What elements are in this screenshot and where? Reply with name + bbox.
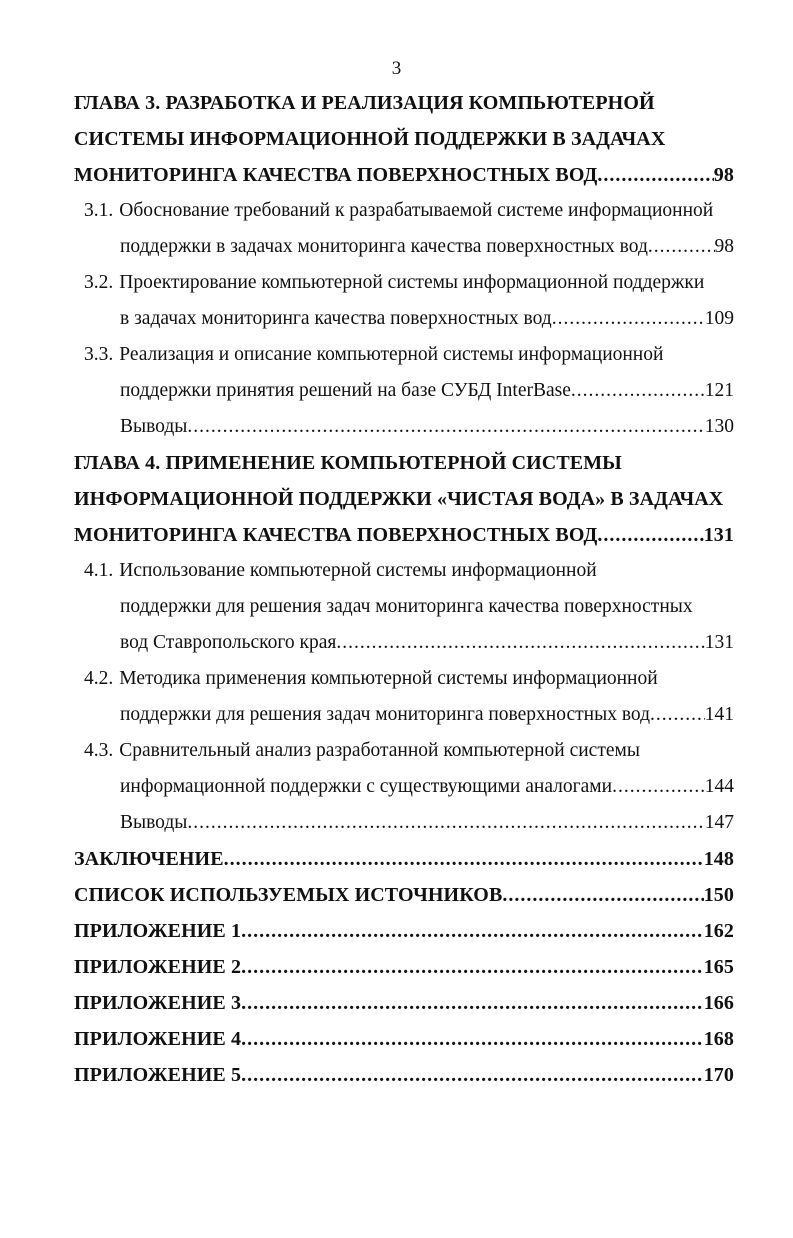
section-page: 109: [704, 308, 734, 329]
dot-leader: [241, 1057, 704, 1093]
section-page: 121: [704, 380, 734, 401]
chapter-3-page: 98: [713, 164, 734, 186]
section-3-2-line-2: [74, 301, 734, 337]
back-matter-page: 162: [703, 920, 734, 942]
chapter-3-conclusions-entry[interactable]: [74, 409, 734, 445]
back-matter-label: ПРИЛОЖЕНИЕ 1: [74, 920, 242, 942]
section-4-2-line-2: [74, 697, 734, 733]
chapter-4-title-text: МОНИТОРИНГА КАЧЕСТВА ПОВЕРХНОСТНЫХ ВОД: [74, 524, 598, 546]
section-4-2-line-1: [74, 661, 734, 697]
appendix-5-entry[interactable]: [74, 1057, 734, 1093]
section-4-3-line-1: [74, 733, 734, 769]
dot-leader: [648, 229, 715, 265]
section-title: Сравнительный анализ разработанной компьютерной системы: [119, 740, 640, 761]
appendix-3-entry[interactable]: [74, 985, 734, 1021]
chapter-4-conclusions-entry[interactable]: [74, 805, 734, 841]
section-4-3-line-2: [74, 769, 734, 805]
section-number: 4.2.: [84, 668, 114, 689]
chapter-4-title-line-3: [74, 517, 734, 553]
chapter-3-title-text: МОНИТОРИНГА КАЧЕСТВА ПОВЕРХНОСТНЫХ ВОД: [74, 164, 598, 186]
section-title: Обоснование требований к разрабатываемой системе информационной: [119, 200, 714, 221]
page-number: 3: [391, 58, 402, 79]
section-title-continued: поддержки в задачах мониторинга качества поверхностных вод: [120, 236, 648, 257]
chapter-3-entry[interactable]: [74, 85, 734, 193]
dot-leader: [597, 157, 713, 193]
section-title-continued: информационной поддержки с существующими аналогами: [120, 776, 613, 797]
conclusions-label: Выводы: [120, 812, 188, 833]
back-matter-label: СПИСОК ИСПОЛЬЗУЕМЫХ ИСТОЧНИКОВ: [74, 884, 503, 906]
section-4-1-line-2: поддержки для решения задач мониторинга качества поверхностных: [120, 596, 693, 617]
back-matter-label: ПРИЛОЖЕНИЕ 2: [74, 956, 242, 978]
section-4-1-line-3: [74, 625, 734, 661]
appendix-2-entry[interactable]: [74, 949, 734, 985]
section-page: 131: [704, 632, 734, 653]
dot-leader: [571, 373, 705, 409]
dot-leader: [187, 409, 704, 445]
section-number: 3.3.: [84, 344, 114, 365]
dot-leader: [241, 985, 704, 1021]
section-title: Использование компьютерной системы информационной: [119, 560, 597, 581]
dot-leader: [336, 625, 704, 661]
section-title-continued: поддержки принятия решений на базе СУБД InterBase: [120, 380, 571, 401]
section-title-continued: вод Ставропольского края: [120, 632, 337, 653]
section-title: Реализация и описание компьютерной системы информационной: [119, 344, 664, 365]
dot-leader: [597, 517, 703, 553]
section-number: 4.3.: [84, 740, 114, 761]
section-4-3-entry[interactable]: [74, 733, 734, 805]
section-title-continued: в задачах мониторинга качества поверхностных вод: [120, 308, 552, 329]
section-3-2-entry[interactable]: [74, 265, 734, 337]
back-matter-label: ЗАКЛЮЧЕНИЕ: [74, 848, 224, 870]
section-3-1-line-1: [74, 193, 734, 229]
appendix-1-entry[interactable]: [74, 913, 734, 949]
section-3-3-line-1: [74, 337, 734, 373]
dot-leader: [241, 1021, 704, 1057]
section-number: 3.2.: [84, 272, 114, 293]
section-3-2-line-1: [74, 265, 734, 301]
section-3-3-line-2: [74, 373, 734, 409]
section-3-1-line-2: [74, 229, 734, 265]
appendix-4-entry[interactable]: [74, 1021, 734, 1057]
chapter-4-title-line-1: ГЛАВА 4. ПРИМЕНЕНИЕ КОМПЬЮТЕРНОЙ СИСТЕМЫ: [74, 452, 622, 474]
chapter-4-title-line-2: ИНФОРМАЦИОННОЙ ПОДДЕРЖКИ «ЧИСТАЯ ВОДА» В ЗАДАЧАХ: [74, 488, 724, 510]
conclusions-page: 147: [704, 812, 734, 833]
references-entry[interactable]: [74, 877, 734, 913]
section-number: 3.1.: [84, 200, 114, 221]
section-page: 144: [704, 776, 734, 797]
back-matter-label: ПРИЛОЖЕНИЕ 5: [74, 1064, 242, 1086]
section-4-2-entry[interactable]: [74, 661, 734, 733]
section-page: 98: [714, 236, 734, 257]
chapter-3-title-line-3: [74, 157, 734, 193]
dot-leader: [224, 841, 704, 877]
back-matter-label: ПРИЛОЖЕНИЕ 3: [74, 992, 242, 1014]
back-matter-page: 170: [703, 1064, 734, 1086]
chapter-3-title-line-2: СИСТЕМЫ ИНФОРМАЦИОННОЙ ПОДДЕРЖКИ В ЗАДАЧАХ: [74, 128, 666, 150]
section-number: 4.1.: [84, 560, 114, 581]
conclusions-label: Выводы: [120, 416, 188, 437]
back-matter-label: ПРИЛОЖЕНИЕ 4: [74, 1028, 242, 1050]
back-matter-page: 150: [703, 884, 734, 906]
section-4-1-line-1: [74, 553, 734, 589]
back-matter-page: 148: [703, 848, 734, 870]
back-matter-page: 165: [703, 956, 734, 978]
section-page: 141: [704, 704, 734, 725]
back-matter-page: 168: [703, 1028, 734, 1050]
chapter-3-title-line-1: ГЛАВА 3. РАЗРАБОТКА И РЕАЛИЗАЦИЯ КОМПЬЮТЕРНОЙ: [74, 92, 655, 114]
section-3-3-entry[interactable]: [74, 337, 734, 409]
chapter-4-page: 131: [703, 524, 734, 546]
dot-leader: [612, 769, 705, 805]
back-matter-page: 166: [703, 992, 734, 1014]
section-title-continued: поддержки для решения задач мониторинга поверхностных вод: [120, 704, 651, 725]
dot-leader: [241, 913, 704, 949]
section-title: Методика применения компьютерной системы информационной: [119, 668, 658, 689]
dot-leader: [552, 301, 705, 337]
dot-leader: [241, 949, 704, 985]
dot-leader: [650, 697, 705, 733]
dot-leader: [187, 805, 704, 841]
chapter-4-entry[interactable]: [74, 445, 734, 553]
conclusion-entry[interactable]: [74, 841, 734, 877]
table-of-contents: [74, 85, 734, 1093]
dot-leader: [502, 877, 703, 913]
section-4-1-entry[interactable]: [74, 553, 734, 661]
section-title: Проектирование компьютерной системы информационной поддержки: [119, 272, 705, 293]
conclusions-page: 130: [704, 416, 734, 437]
section-3-1-entry[interactable]: [74, 193, 734, 265]
